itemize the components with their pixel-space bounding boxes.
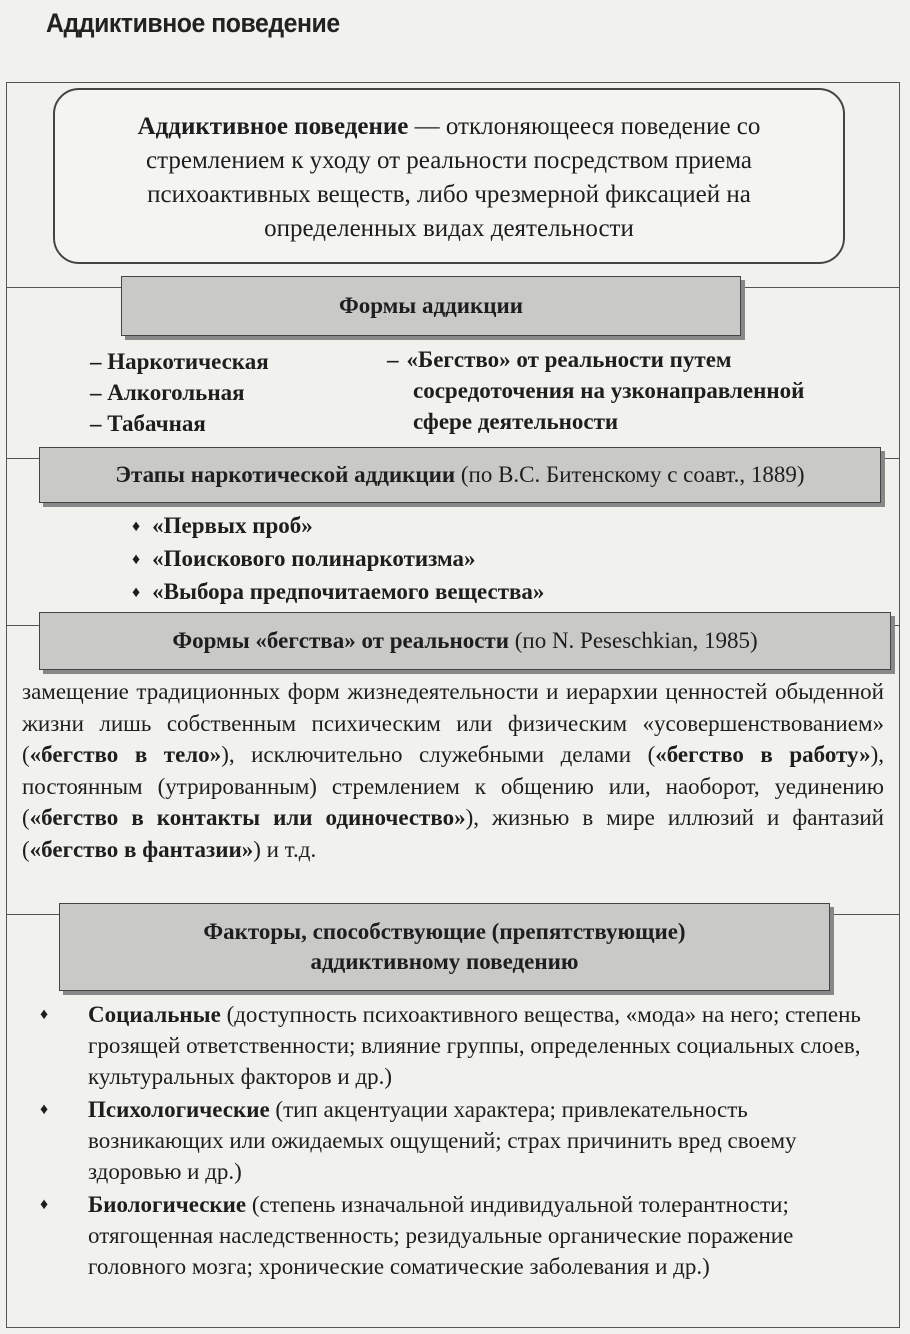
factor-name: Психологические bbox=[88, 1097, 270, 1122]
diamond-bullet-icon: ♦ bbox=[40, 1196, 49, 1213]
list-item bbox=[40, 1189, 870, 1282]
diamond-bullet-icon: ♦ bbox=[132, 551, 141, 568]
factor-name: Биологические bbox=[88, 1192, 247, 1217]
list-item bbox=[132, 543, 544, 576]
stage-label: «Первых проб» bbox=[152, 513, 313, 538]
paragraph-text: ), постоянным (утрированным) стремлением к общению или, наоборот, уединению ( bbox=[22, 742, 885, 830]
list-item bbox=[40, 1094, 870, 1187]
list-item: – Наркотическая bbox=[90, 349, 269, 374]
stage-label: «Поискового полинаркотизма» bbox=[152, 546, 476, 571]
stages-list bbox=[132, 510, 544, 609]
paragraph-text: ), жизнью в мире иллюзий и фантазий ( bbox=[22, 805, 884, 862]
list-item: – Алкогольная bbox=[90, 380, 245, 405]
diamond-bullet-icon: ♦ bbox=[132, 518, 141, 535]
stages-heading-source: (по В.С. Битенскому с соавт., 1889) bbox=[455, 462, 805, 487]
list-item bbox=[132, 510, 544, 543]
page-title: Аддиктивное поведение bbox=[46, 8, 340, 38]
definition-text: — отклоняющееся поведение со стремлением к уходу от реальности посредством приема психоактивных веществ, либо чрезмерной фиксацией на определенных видах деятельности bbox=[146, 113, 761, 242]
escape-paragraph bbox=[22, 676, 884, 865]
list-item bbox=[40, 999, 870, 1092]
factors-heading-line2: аддиктивному поведению bbox=[310, 949, 579, 974]
diamond-bullet-icon: ♦ bbox=[40, 1101, 49, 1118]
escape-heading-source: (по N. Peseschkian, 1985) bbox=[508, 628, 758, 653]
factors-list bbox=[40, 999, 870, 1284]
list-item: – Табачная bbox=[90, 411, 206, 436]
emphasis-text: «бегство в контакты или одиночество» bbox=[29, 805, 466, 830]
factors-heading-line1: Факторы, способствующие (препятствующие) bbox=[203, 919, 686, 944]
stage-label: «Выбора предпочитаемого вещества» bbox=[152, 579, 545, 604]
list-item: «Бегство» от реальности путем bbox=[406, 347, 732, 372]
list-item bbox=[132, 576, 544, 609]
factor-text: (доступность психоактивного вещества, «мода» на него; степень грозящей ответственности; влияние группы, определенных социальных слоев, культуральных факторов и др.) bbox=[88, 1002, 861, 1089]
stages-heading-bold: Этапы наркотической аддикции bbox=[115, 462, 456, 487]
escape-heading bbox=[39, 612, 891, 670]
paragraph-text: ) и т.д. bbox=[253, 836, 317, 862]
emphasis-text: «бегство в тело» bbox=[29, 742, 222, 767]
diamond-bullet-icon: ♦ bbox=[132, 584, 141, 601]
paragraph-text: замещение традиционных форм жизнедеятельности и иерархии ценностей обыденной жизни лишь собственным психическим или физическим «усовершенствованием» ( bbox=[22, 679, 884, 767]
factor-text: (тип акцентуации характера; привлекательность возникающих или ожидаемых ощущений; страх причинить вред своему здоровью и др.) bbox=[88, 1097, 797, 1184]
forms-list-left bbox=[90, 346, 269, 439]
definition-box bbox=[53, 88, 845, 264]
emphasis-text: «бегство в работу» bbox=[655, 742, 871, 767]
forms-list-right bbox=[387, 344, 887, 437]
dash-marker: – bbox=[387, 347, 399, 372]
escape-heading-bold: Формы «бегства» от реальности bbox=[172, 628, 509, 653]
list-item-continuation: сфере деятельности bbox=[413, 409, 619, 434]
factors-heading bbox=[59, 903, 830, 991]
forms-heading bbox=[121, 276, 741, 336]
factor-name: Социальные bbox=[88, 1002, 221, 1027]
stages-heading bbox=[39, 447, 881, 503]
list-item-continuation: сосредоточения на узконаправленной bbox=[413, 378, 805, 403]
forms-heading-text: Формы аддикции bbox=[338, 293, 524, 318]
paragraph-text: ), исключительно служебными делами ( bbox=[221, 742, 656, 767]
diamond-bullet-icon: ♦ bbox=[40, 1006, 49, 1023]
definition-term: Аддиктивное поведение bbox=[137, 113, 409, 140]
factor-text: (степень изначальной индивидуальной толерантности; отягощенная наследственность; резидуальные органические поражение головного мозга; хронические соматические заболевания и др.) bbox=[88, 1192, 794, 1279]
emphasis-text: «бегство в фантазии» bbox=[29, 836, 254, 862]
